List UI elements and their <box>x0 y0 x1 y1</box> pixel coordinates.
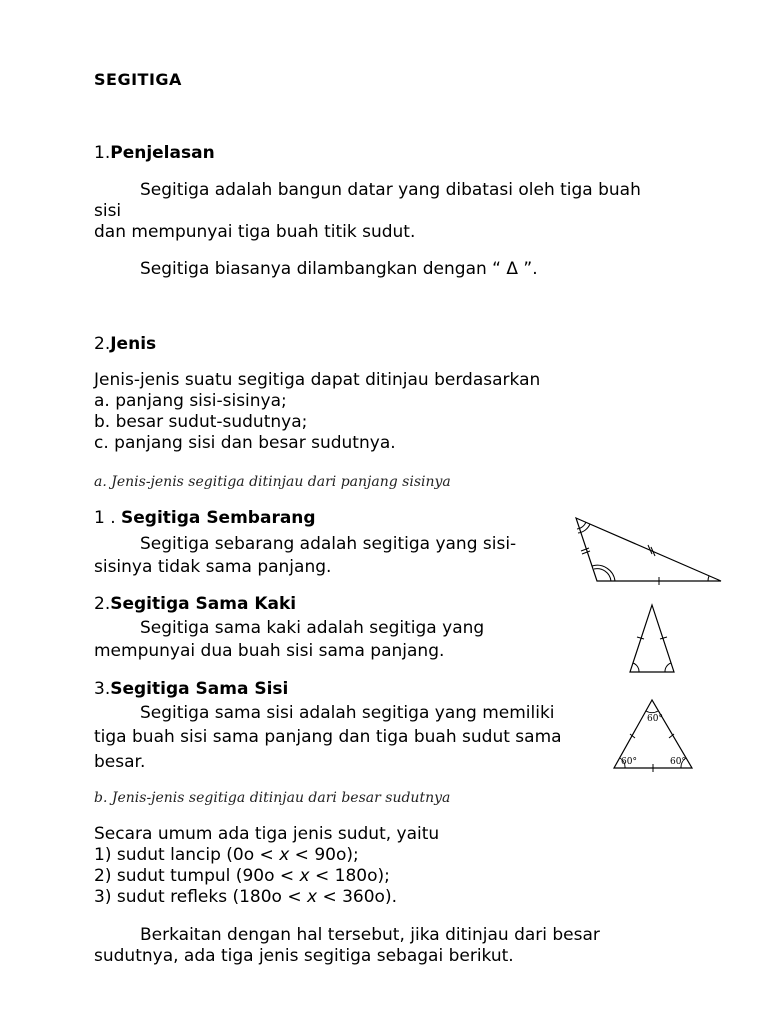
equilateral-triangle-figure <box>608 694 698 774</box>
type-1-line2: sisinya tidak sama panjang. <box>94 557 332 577</box>
section-1-para1-line1: Segitiga adalah bangun datar yang dibatasi oleh tiga buah <box>140 180 641 200</box>
section-2-item-c: c. panjang sisi dan besar sudutnya. <box>94 433 396 453</box>
isosceles-triangle-figure <box>622 600 682 676</box>
type-1-number: 1 . <box>94 508 122 528</box>
closing-line1: Berkaitan dengan hal tersebut, jika ditinjau dari besar <box>140 925 600 945</box>
section-2-intro: Jenis-jenis suatu segitiga dapat ditinjau berdasarkan <box>94 370 541 390</box>
section-2-heading <box>94 334 156 354</box>
type-3-title: Segitiga Sama Sisi <box>110 679 289 699</box>
left-angle-label: 60° <box>621 757 637 767</box>
type-1-title: Segitiga Sembarang <box>121 508 316 528</box>
type-2-line2: mempunyai dua buah sisi sama panjang. <box>94 641 445 661</box>
type-3-number: 3. <box>94 679 111 699</box>
type-1-line1: Segitiga sebarang adalah segitiga yang sisi- <box>140 534 517 554</box>
section-1-title: Penjelasan <box>110 143 215 163</box>
type-2-line1: Segitiga sama kaki adalah segitiga yang <box>140 618 485 638</box>
section-1-para1-line2: sisi <box>94 201 122 221</box>
section-2-item-b: b. besar sudut-sudutnya; <box>94 412 308 432</box>
type-2-heading <box>94 594 296 614</box>
section-2-item-a: a. panjang sisi-sisinya; <box>94 391 287 411</box>
type-3-line3: besar. <box>94 752 146 772</box>
angle-item-2: 2) sudut tumpul (90o < x < 180o); <box>94 866 390 886</box>
page-title: SEGITIGA <box>94 70 182 89</box>
angles-intro: Secara umum ada tiga jenis sudut, yaitu <box>94 824 440 844</box>
section-1-para2: Segitiga biasanya dilambangkan dengan “ Δ ”. <box>140 259 538 279</box>
subheading-a: a. Jenis-jenis segitiga ditinjau dari panjang sisinya <box>94 474 451 490</box>
type-3-line1: Segitiga sama sisi adalah segitiga yang memiliki <box>140 703 555 723</box>
subheading-b: b. Jenis-jenis segitiga ditinjau dari besar sudutnya <box>94 790 451 806</box>
type-2-number: 2. <box>94 594 111 614</box>
section-1-para1-line3: dan mempunyai tiga buah titik sudut. <box>94 222 416 242</box>
angle-item-3: 3) sudut refleks (180o < x < 360o). <box>94 887 397 907</box>
right-angle-label: 60° <box>670 757 686 767</box>
section-2-title: Jenis <box>110 334 157 354</box>
scalene-triangle-figure <box>570 512 730 588</box>
type-2-title: Segitiga Sama Kaki <box>110 594 297 614</box>
section-1-number: 1. <box>94 143 111 163</box>
closing-line2: sudutnya, ada tiga jenis segitiga sebagai berikut. <box>94 946 514 966</box>
section-1-heading <box>94 143 215 163</box>
type-3-heading <box>94 679 288 699</box>
section-2-number: 2. <box>94 334 111 354</box>
type-3-line2: tiga buah sisi sama panjang dan tiga buah sudut sama <box>94 727 562 747</box>
angle-item-1: 1) sudut lancip (0o < x < 90o); <box>94 845 359 865</box>
top-angle-label: 60° <box>647 714 663 724</box>
type-1-heading <box>94 508 316 528</box>
